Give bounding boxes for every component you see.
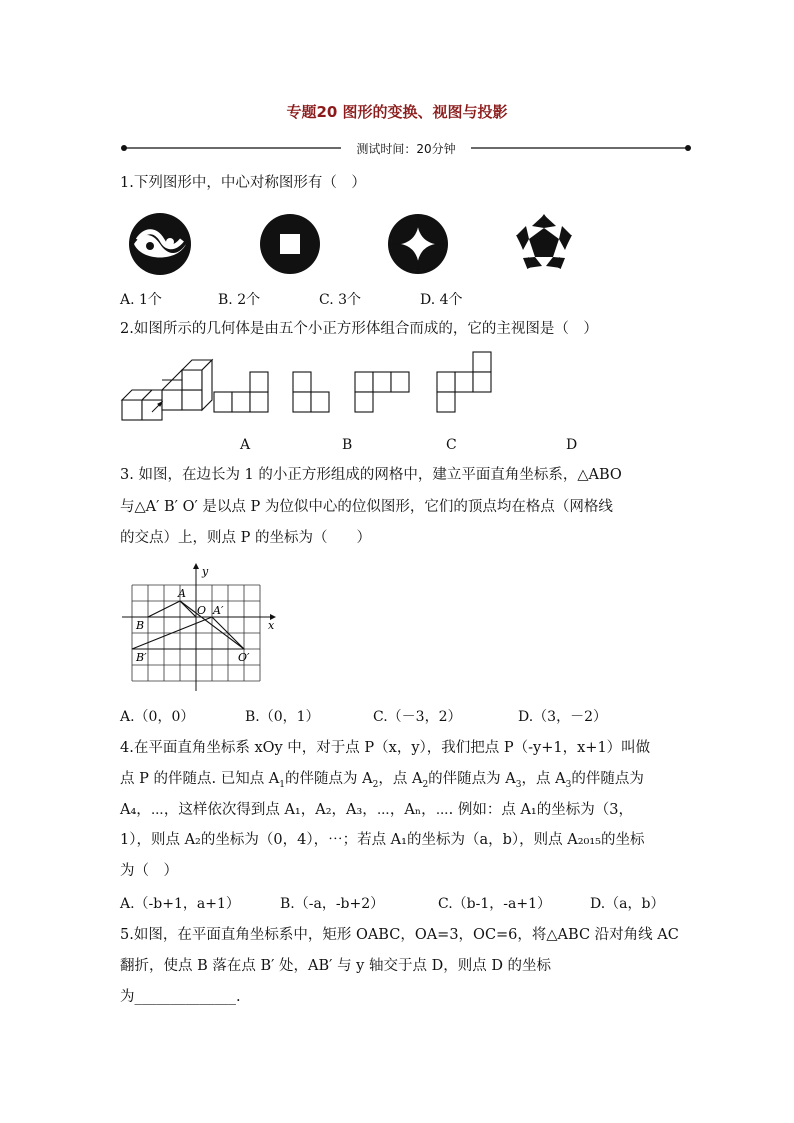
q1-option-a[interactable]: A. 1个 [120, 292, 162, 308]
q4-line-2-sub-2: 2 [372, 779, 379, 790]
q4-line-4: 1），则点 A₂的坐标为（0，4），⋯；若点 A₁的坐标为（a，b），则点 A₂₀₁₅的坐标 [120, 832, 645, 848]
q4-option-b[interactable]: B.（-a，-b+2） [280, 896, 385, 912]
q2-stem: 2.如图所示的几何体是由五个小正方形体组合而成的，它的主视图是（ ） [120, 321, 598, 337]
q3-line-2: 与△A′ B′ O′ 是以点 P 为位似中心的位似图形，它们的顶点均在格点（网格线 [120, 499, 613, 515]
q3-axes [122, 569, 270, 691]
q4-line-2-b: 的伴随点为 A [285, 771, 373, 787]
q3-triangles [132, 601, 244, 649]
q2-option-a-view [214, 372, 268, 412]
q4-option-d[interactable]: D.（a，b） [590, 896, 665, 912]
q4-line-5: 为（ ） [120, 863, 178, 879]
q1-figure-2 [260, 214, 320, 274]
q5-line-2: 翻折，使点 B 落在点 B′ 处，AB′ 与 y 轴交于点 D，则点 D 的坐标 [120, 958, 552, 974]
q3-axis-x: x [268, 619, 275, 632]
q1-option-b[interactable]: B. 2个 [218, 292, 261, 308]
q3-line-3: 的交点）上，则点 P 的坐标为（ ） [120, 530, 371, 546]
q2-option-d-view [437, 352, 491, 412]
q4-line-2-f: 的伴随点为 [571, 771, 644, 787]
q4-line-3: A₄，⋯，这样依次得到点 A₁，A₂，A₃，⋯，Aₙ，⋯. 例如：点 A₁的坐标为（3， [120, 802, 633, 818]
q3-label-a-prime: A′ [213, 604, 224, 617]
q5-line-3[interactable]: 为______________. [120, 989, 241, 1005]
q3-option-c[interactable]: C.（－3，2） [373, 709, 462, 725]
q4-line-2-sub-3: 2 [422, 779, 429, 790]
q4-line-2-d: 的伴随点为 A [428, 771, 516, 787]
q3-option-a[interactable]: A.（0，0） [120, 709, 195, 725]
q2-label-d[interactable]: D [566, 437, 578, 453]
q3-label-b: B [136, 619, 145, 632]
q3-label-o-prime: O′ [238, 651, 250, 664]
test-time: 测试时间：20分钟 [341, 140, 471, 157]
q3-line-1: 3. 如图，在边长为 1 的小正方形组成的网格中，建立平面直角坐标系，△ABO [120, 467, 622, 483]
q4-line-2-sub-5: 3 [565, 779, 572, 790]
q3-label-o: O [197, 604, 207, 617]
q1-stem: 1.下列图形中，中心对称图形有（ ） [120, 175, 366, 191]
q4-line-1: 4.在平面直角坐标系 xOy 中，对于点 P（x，y），我们把点 P（-y+1，x+1）叫做 [120, 740, 651, 756]
q2-option-c-view [355, 372, 409, 412]
q4-line-2-a: 点 P 的伴随点. 已知点 A [120, 771, 280, 787]
q3-grid-figure [118, 563, 288, 693]
q2-label-a[interactable]: A [240, 437, 251, 453]
q3-options [120, 706, 680, 726]
q2-labels [120, 437, 620, 457]
q2-option-b-view [293, 372, 329, 412]
q1-option-c[interactable]: C. 3个 [319, 292, 362, 308]
q4-options [120, 893, 680, 913]
q1-figure-1 [129, 213, 191, 275]
q4-line-2-e: ，点 A [521, 771, 566, 787]
q4-line-2-c: ，点 A [378, 771, 423, 787]
q2-label-c[interactable]: C [446, 437, 457, 453]
q2-label-b[interactable]: B [342, 437, 353, 453]
page-title: 专题20 图形的变换、视图与投影 [286, 103, 508, 121]
q4-option-a[interactable]: A.（-b+1，a+1） [120, 896, 240, 912]
q4-line-2-sub-4: 3 [515, 779, 522, 790]
q1-figure-4 [516, 214, 572, 269]
q3-option-b[interactable]: B.（0，1） [245, 709, 320, 725]
q1-figures [120, 210, 580, 282]
q1-options [120, 289, 680, 309]
q1-option-d[interactable]: D. 4个 [420, 292, 463, 308]
q4-line-2-sub-1: 1 [279, 779, 286, 790]
q1-figure-3 [388, 214, 448, 274]
q3-label-a: A [178, 587, 186, 600]
q3-option-d[interactable]: D.（3，－2） [518, 709, 607, 725]
q3-label-b-prime: B′ [136, 651, 147, 664]
q4-option-c[interactable]: C.（b-1，-a+1） [438, 896, 551, 912]
q2-solid [122, 360, 212, 420]
q3-y-arrow [193, 563, 199, 569]
q2-figures [118, 350, 498, 426]
q3-axis-y: y [202, 565, 209, 578]
q5-line-1: 5.如图，在平面直角坐标系中，矩形 OABC，OA=3，OC=6，将△ABC 沿对角线 AC [120, 927, 679, 943]
